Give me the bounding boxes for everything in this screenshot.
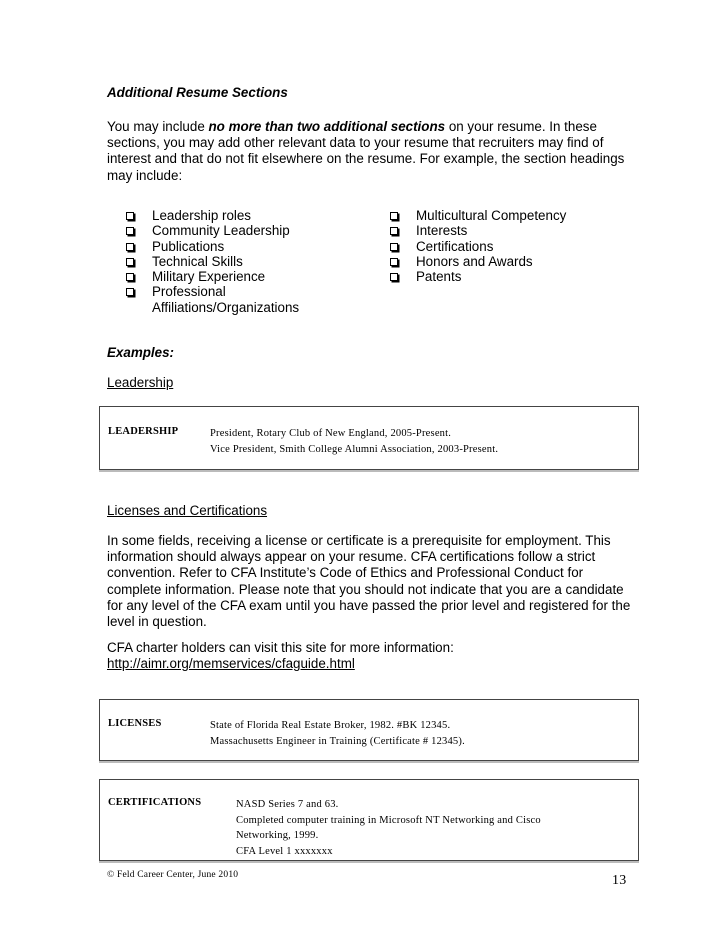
intro-text-start: You may include [107,119,209,134]
list-item-label: Interests [416,223,468,239]
leadership-heading: Leadership [107,375,174,390]
checkbox-bullet-icon [126,227,134,235]
leadership-label: LEADERSHIP [108,426,179,437]
licenses-line: State of Florida Real Estate Broker, 1982. #BK 12345. [210,720,451,731]
certifications-example-box [99,779,639,861]
certifications-label: CERTIFICATIONS [108,797,202,808]
list-item [126,239,326,254]
list-item-label: Patents [416,269,462,285]
section-title: Additional Resume Sections [107,85,288,100]
list-item-label: Honors and Awards [416,253,533,269]
leadership-line: President, Rotary Club of New England, 2005-Present. [210,428,452,439]
list-item-label: Certifications [416,238,494,254]
list-item [126,254,326,269]
leadership-lines [210,426,498,457]
list-item [126,208,326,223]
examples-label: Examples: [107,345,174,360]
list-item-label: Community Leadership [152,223,290,239]
licenses-paragraph: In some fields, receiving a license or certificate is a prerequisite for employment. This information should always appear on your resume. CFA certifications follow a strict convention. Refer to CFA Institute’s Code of Ethics and Professional Conduct for complete information. Please note that you should not indicate that you are a candidate for any level of the CFA exam until you have passed the prior level and registered for the level in question. [107,533,631,630]
list-item [390,208,610,223]
page-number: 13 [612,873,627,888]
list-item-label: Professional Affiliations/Organizations [152,284,300,315]
list-item [126,223,326,238]
list-item-label: Military Experience [152,269,266,285]
list-item [390,254,610,269]
cfa-guide-link[interactable]: http://aimr.org/memservices/cfaguide.html [107,656,355,672]
checkbox-bullet-icon [126,212,134,220]
checkbox-bullet-icon [390,212,398,220]
section-headings-list-right [390,208,610,284]
checkbox-bullet-icon [126,258,134,266]
list-item [390,223,610,238]
list-item-label: Leadership roles [152,208,252,223]
licenses-label: LICENSES [108,718,162,729]
leadership-line: Vice President, Smith College Alumni Association, 2003-Present. [210,443,499,455]
leadership-example-box [99,406,639,470]
section-headings-list-left [126,208,326,315]
certifications-line: Networking, 1999. [236,830,319,841]
checkbox-bullet-icon [126,243,134,251]
list-item [390,239,610,254]
intro-paragraph [107,119,627,184]
list-item [390,269,610,284]
cfa-note-text: CFA charter holders can visit this site for more information: [107,640,454,655]
intro-emphasis: no more than two additional sections [208,119,446,134]
list-item [126,269,326,284]
list-item-label: Multicultural Competency [416,208,567,223]
checkbox-bullet-icon [390,227,398,235]
certifications-line: CFA Level 1 xxxxxxx [236,845,333,857]
list-item [126,284,326,315]
licenses-lines [210,718,465,749]
checkbox-bullet-icon [390,258,398,266]
checkbox-bullet-icon [126,288,134,296]
licenses-certifications-heading: Licenses and Certifications [107,503,268,518]
certifications-line: NASD Series 7 and 63. [236,799,339,810]
licenses-example-box [99,699,639,761]
checkbox-bullet-icon [390,243,398,251]
list-item-label: Publications [152,238,225,254]
certifications-line: Completed computer training in Microsoft NT Networking and Cisco [236,814,541,826]
checkbox-bullet-icon [126,273,134,281]
intro-text-end: on your resume. In these sections, you may add other relevant data to your resume that recruiters may find of interest and that do not fit elsewhere on the resume. For example, the section headings may include: [107,119,625,183]
footer-copyright: © Feld Career Center, June 2010 [107,870,239,880]
list-item-label: Technical Skills [152,253,243,269]
cfa-note [107,640,632,672]
checkbox-bullet-icon [390,273,398,281]
licenses-line: Massachusetts Engineer in Training (Certificate # 12345). [210,735,465,747]
certifications-lines [236,797,541,859]
